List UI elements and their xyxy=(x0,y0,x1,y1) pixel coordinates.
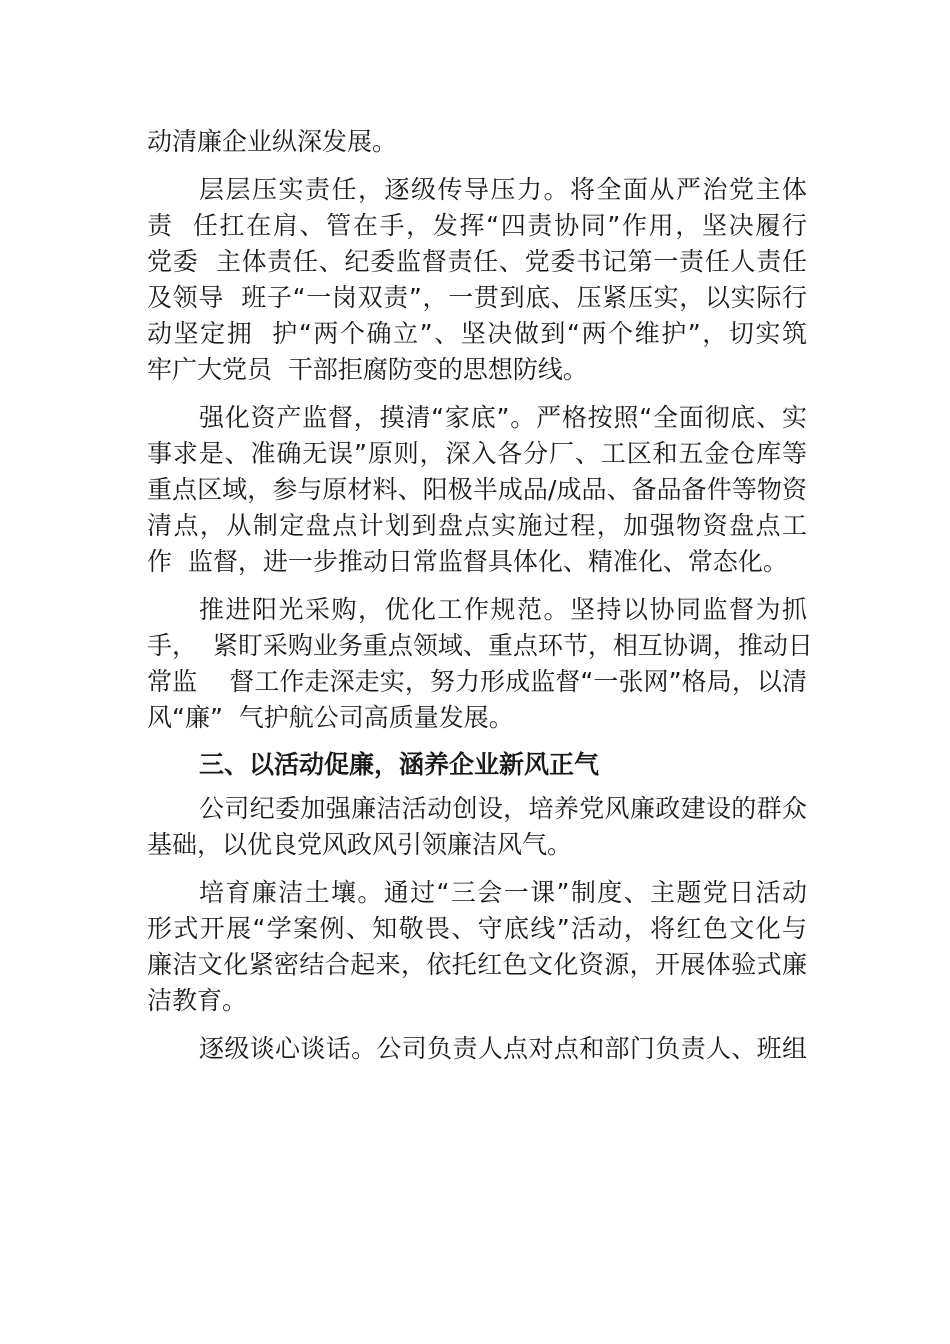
text-line: 风“廉” 气护航公司高质量发展。 xyxy=(147,703,514,732)
text-line: 动坚定拥 护“两个确立”、坚决做到“两个维护”，切实筑 xyxy=(147,319,807,348)
text-line: 清点，从制定盘点计划到盘点实施过程，加强物资盘点工 xyxy=(147,511,807,540)
text-line: 党委 主体责任、纪委监督责任、党委书记第一责任人责任 xyxy=(147,247,807,276)
text-line: 事求是、准确无误”原则，深入各分厂、工区和五金仓库等 xyxy=(147,439,807,468)
text-line: 逐级谈心谈话。公司负责人点对点和部门负责人、班组 xyxy=(199,1034,807,1063)
text-line: 强化资产监督，摸清“家底”。严格按照“全面彻底、实 xyxy=(199,403,807,432)
text-line: 培育廉洁土壤。通过“三会一课”制度、主题党日活动 xyxy=(199,878,807,907)
text-line: 廉洁文化紧密结合起来，依托红色文化资源，开展体验式廉 xyxy=(147,950,807,979)
text-line: 重点区域，参与原材料、阳极半成品/成品、备品备件等物资 xyxy=(147,475,807,504)
text-line: 手， 紧盯采购业务重点领域、重点环节，相互协调，推动日 xyxy=(147,631,813,660)
paragraph-continuation xyxy=(147,124,807,160)
section-heading: 三、以活动促廉，涵养企业新风正气 xyxy=(199,750,600,779)
paragraph-integrity-culture xyxy=(147,875,807,1019)
paragraph-asset-supervision xyxy=(147,400,807,580)
text-line: 动清廉企业纵深发展。 xyxy=(147,127,398,156)
text-line: 层层压实责任，逐级传导压力。将全面从严治党主体 xyxy=(199,175,807,204)
paragraph-heart-to-heart xyxy=(147,1031,807,1067)
text-line: 责 任扛在肩、管在手，发挥“四责协同”作用，坚决履行 xyxy=(147,211,807,240)
text-line: 基础，以优良党风政风引领廉洁风气。 xyxy=(147,830,573,859)
text-line: 常监 督工作走深走实，努力形成监督“一张网”格局，以清 xyxy=(147,667,807,696)
document-body xyxy=(147,124,813,1067)
text-line: 作 监督，进一步推动日常监督具体化、精准化、常态化。 xyxy=(147,547,788,576)
paragraph-intro xyxy=(147,791,807,863)
text-line: 牢广大党员 干部拒腐防变的思想防线。 xyxy=(147,355,588,384)
text-line: 公司纪委加强廉洁活动创设，培养党风廉政建设的群众 xyxy=(199,794,807,823)
text-line: 形式开展“学案例、知敬畏、守底线”活动，将红色文化与 xyxy=(147,914,807,943)
text-line: 推进阳光采购，优化工作规范。坚持以协同监督为抓 xyxy=(199,595,807,624)
text-line: 洁教育。 xyxy=(147,986,248,1015)
text-line: 及领导 班子“一岗双责”，一贯到底、压紧压实，以实际行 xyxy=(147,283,807,312)
paragraph-sunshine-procurement xyxy=(147,592,813,736)
paragraph-responsibility xyxy=(147,172,807,388)
